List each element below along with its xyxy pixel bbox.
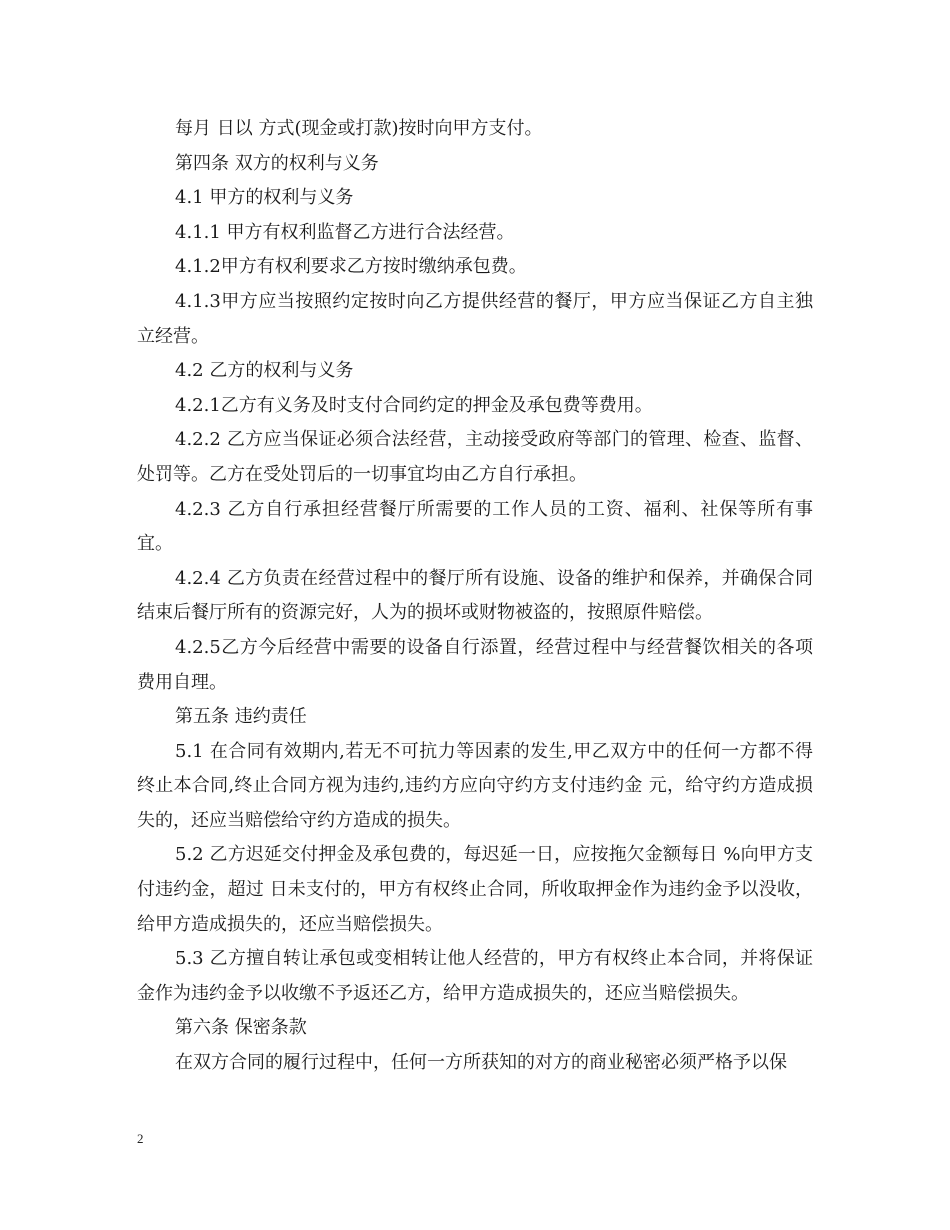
section-4-1-heading: 4.1 甲方的权利与义务: [175, 187, 354, 209]
clause-4-2-1: 4.2.1乙方有义务及时支付合同约定的押金及承包费等费用。: [175, 394, 653, 416]
article-5-heading: 第五条 违约责任: [175, 706, 307, 728]
clause-4-2-3: 4.2.3 乙方自行承担经营餐厅所需要的工作人员的工资、福利、社保等所有事宜。: [137, 498, 813, 555]
clause-4-2-2: 4.2.2 乙方应当保证必须合法经营，主动接受政府等部门的管理、检查、监督、处罚等。乙方在受处罚后的一切事宜均由乙方自行承担。: [137, 429, 813, 485]
article-6-heading: 第六条 保密条款: [175, 1017, 307, 1039]
clause-4-2-5: 4.2.5乙方今后经营中需要的设备自行添置，经营过程中与经营餐饮相关的各项费用自理。: [137, 636, 813, 693]
clause-4-2-4: 4.2.4 乙方负责在经营过程中的餐厅所有设施、设备的维护和保养，并确保合同结束后餐厅所有的资源完好，人为的损坏或财物被盗的，按照原件赔偿。: [137, 567, 813, 624]
clause-4-1-2: 4.1.2甲方有权利要求乙方按时缴纳承包费。: [175, 256, 527, 278]
clause-4-1-1: 4.1.1 甲方有权利监督乙方进行合法经营。: [175, 221, 515, 243]
page-number: 2: [137, 1131, 144, 1146]
section-4-2-heading: 4.2 乙方的权利与义务: [175, 360, 354, 382]
clause-4-1-3: 4.1.3甲方应当按照约定按时向乙方提供经营的餐厅，甲方应当保证乙方自主独立经营。: [137, 290, 813, 347]
clause-5-3: 5.3 乙方擅自转让承包或变相转让他人经营的，甲方有权终止本合同，并将保证金作为违约金予以收缴不予返还乙方，给甲方造成损失的，还应当赔偿损失。: [137, 948, 813, 1004]
clause-5-1: 5.1 在合同有效期内,若无不可抗力等因素的发生,甲乙双方中的任何一方都不得终止本合同,终止合同方视为违约,违约方应向守约方支付违约金 元，给守约方造成损失的，还应当赔偿给守约方造成的损失。: [137, 740, 813, 831]
page-body: [137, 112, 813, 1081]
article-4-heading: 第四条 双方的权利与义务: [175, 152, 379, 174]
confidentiality-paragraph: 在双方合同的履行过程中，任何一方所获知的对方的商业秘密必须严格予以保: [175, 1052, 787, 1074]
clause-5-2: 5.2 乙方迟延交付押金及承包费的，每迟延一日，应按拖欠金额每日 %向甲方支付违约金，超过 日未支付的，甲方有权终止合同，所收取押金作为违约金予以没收，给甲方造成损失的，还应当赔偿损失。: [137, 844, 813, 935]
payment-clause-paragraph: 每月 日以 方式(现金或打款)按时向甲方支付。: [175, 118, 543, 139]
